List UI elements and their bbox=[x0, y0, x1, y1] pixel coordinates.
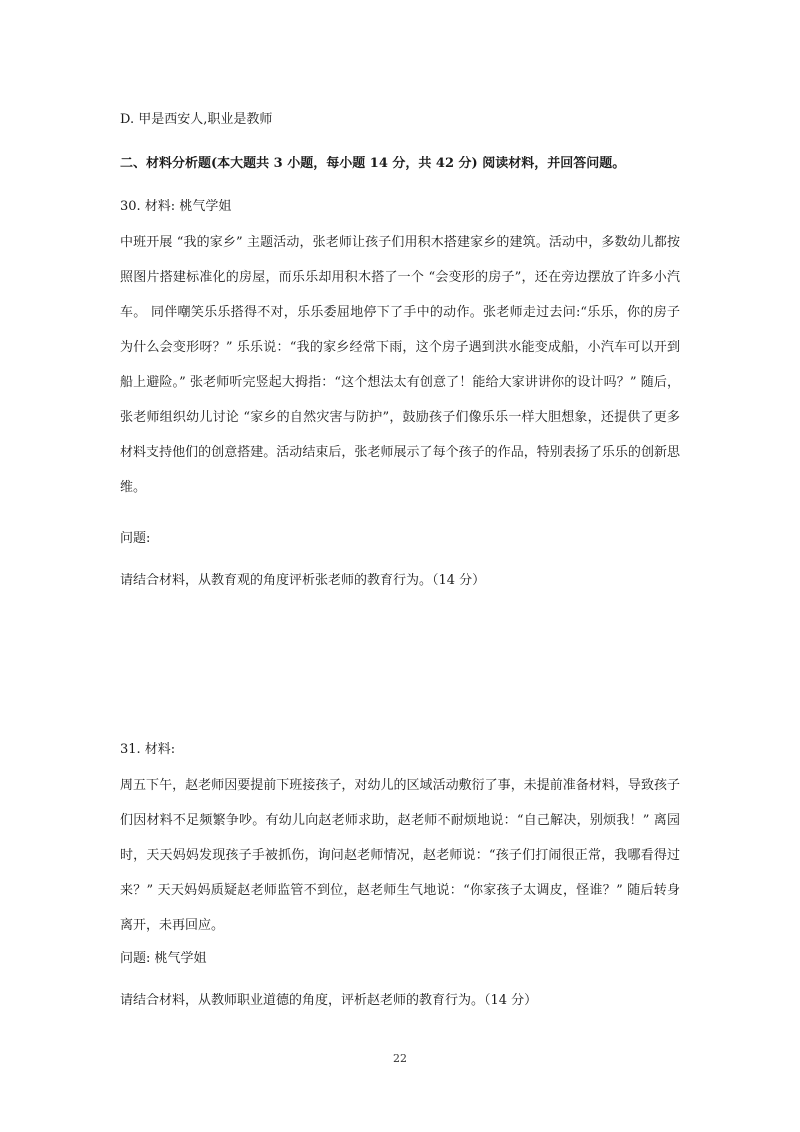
q31-material: 周五下午，赵老师因要提前下班接孩子，对幼儿的区域活动敷衍了事，未提前准备材料，导致孩子们因材料不足频繁争吵。有幼儿向赵老师求助，赵老师不耐烦地说：“自己解决，别烦我！” 离园时，天天妈妈发现孩子手被抓伤，询问赵老师情况，赵老师说：“孩子们打闹很正常，我哪看得过来？” 天天妈妈质疑赵老师监管不到位，赵老师生气地说：“你家孩子太调皮，怪谁？” 随后转身离开，未再回应。 bbox=[120, 778, 680, 933]
q30-question: 请结合材料，从教育观的角度评析张老师的教育行为。（14 分） bbox=[120, 573, 486, 588]
q30-title: 30. 材料: 桃气学姐 bbox=[120, 199, 232, 214]
section-heading: 二、材料分析题(本大题共 3 小题，每小题 14 分，共 42 分) 阅读材料，并回答问题。 bbox=[120, 156, 626, 171]
option-d: D. 甲是西安人,职业是教师 bbox=[120, 112, 273, 127]
q31-question-label: 问题: 桃气学姐 bbox=[120, 951, 207, 966]
page-number: 22 bbox=[393, 1052, 407, 1065]
q31-question: 请结合材料，从教师职业道德的角度，评析赵老师的教育行为。（14 分） bbox=[120, 993, 538, 1008]
q31-title: 31. 材料: bbox=[120, 742, 176, 757]
q30-question-label: 问题: bbox=[120, 531, 151, 546]
q30-material: 中班开展 “我的家乡” 主题活动，张老师让孩子们用积木搭建家乡的建筑。活动中，多数幼儿都按照图片搭建标准化的房屋，而乐乐却用积木搭了一个 “会变形的房子”，还在旁边摆放了许多小汽车。 同伴嘲笑乐乐搭得不对，乐乐委屈地停下了手中的动作。张老师走过去问:“乐乐，你的房子为什么会变形呀？” 乐乐说：“我的家乡经常下雨，这个房子遇到洪水能变成船，小汽车可以开到船上避险。” 张老师听完竖起大拇指：“这个想法太有创意了！能给大家讲讲你的设计吗？” 随后，张老师组织幼儿讨论 “家乡的自然灾害与防护”，鼓励孩子们像乐乐一样大胆想象，还提供了更多材料支持他们的创意搭建。活动结束后，张老师展示了每个孩子的作品，特别表扬了乐乐的创新思维。 bbox=[120, 235, 680, 495]
